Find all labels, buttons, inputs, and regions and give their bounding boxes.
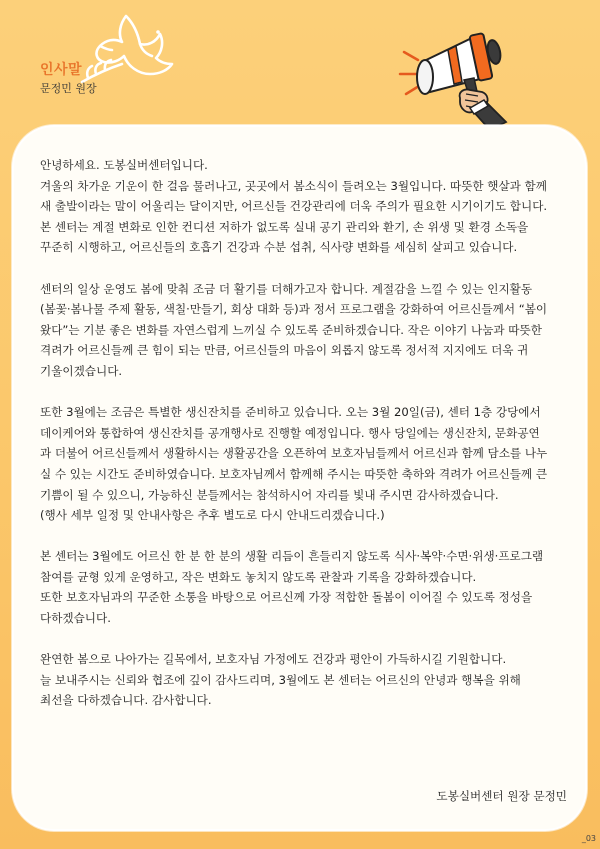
text-line: 참여를 균형 있게 운영하고, 작은 변화도 놓치지 않도록 관찰과 기록을 강화하겠습니다.: [40, 569, 477, 584]
text-line: 또한 보호자님과의 꾸준한 소통을 바탕으로 어르신께 가장 적합한 돌봄이 이어질 수 있도록 정성을: [40, 590, 533, 605]
text-line: 다하겠습니다.: [40, 611, 111, 626]
signature: 도봉실버센터 원장 문정민: [436, 789, 567, 803]
paragraph: [40, 649, 572, 711]
page-title: 인사말: [40, 62, 83, 78]
paragraph: [40, 546, 572, 628]
text-line: 기쁨이 될 수 있으니, 가능하신 분들께서는 참석하시어 자리를 빛내 주시면 감사하겠습니다.: [40, 487, 499, 502]
text-line: 과 더불어 어르신들께서 생활하시는 생활공간을 오픈하여 보호자님들께서 어르신과 함께 담소를 나누: [40, 446, 548, 461]
text-line: 왔다”는 기분 좋은 변화를 자연스럽게 느끼실 수 있도록 준비하겠습니다. 작은 이야기 나눔과 따뜻한: [40, 322, 542, 337]
text-line: 센터의 일상 운영도 봄에 맞춰 조금 더 활기를 더해가고자 합니다. 계절감을 느낄 수 있는 인지활동: [40, 281, 533, 296]
text-line: (봄꽃·봄나물 주제 활동, 색칠·만들기, 회상 대화 등)과 정서 프로그램을 강화하여 어르신들께서 “봄이: [40, 302, 548, 317]
text-line: 실 수 있는 시간도 준비하였습니다. 보호자님께서 함께해 주시는 따뜻한 축하와 격려가 어르신들께 큰: [40, 466, 548, 481]
paragraph: [40, 402, 572, 526]
text-line: 최선을 다하겠습니다. 감사합니다.: [40, 693, 212, 708]
text-line: (행사 세부 일정 및 안내사항은 추후 별도로 다시 안내드리겠습니다.): [40, 508, 385, 523]
text-line: 안녕하세요. 도봉실버센터입니다.: [40, 158, 208, 172]
page-subtitle: 문정민 원장: [40, 82, 97, 95]
text-line: 늘 보내주시는 신뢰와 협조에 깊이 감사드리며, 3월에도 본 센터는 어르신의 안녕과 행복을 위해: [40, 672, 521, 687]
letter-body: [40, 155, 572, 732]
page-number: _03: [581, 834, 596, 843]
text-line: 새 출발이라는 말이 어울리는 달이지만, 어르신들 건강관리에 더욱 주의가 필요한 시기이기도 합니다.: [40, 199, 548, 214]
text-line: 데이케어와 통합하여 생신잔치를 공개행사로 진행할 예정입니다. 행사 당일에는 생신잔치, 문화공연: [40, 425, 540, 440]
text-line: 완연한 봄으로 나아가는 길목에서, 보호자님 가정에도 건강과 평안이 가득하시길 기원합니다.: [40, 652, 507, 667]
text-line: 꾸준히 시행하고, 어르신들의 호흡기 건강과 수분 섭취, 식사량 변화를 세심히 살피고 있습니다.: [40, 240, 518, 255]
text-line: 기울이겠습니다.: [40, 363, 123, 378]
paragraph: [40, 155, 572, 258]
text-line: 겨울의 차가운 기운이 한 걸음 물러나고, 곳곳에서 봄소식이 들려오는 3월입니다. 따뜻한 햇살과 함께: [40, 178, 547, 193]
text-line: 본 센터는 계절 변화로 인한 컨디션 저하가 없도록 실내 공기 관리와 환기, 손 위생 및 환경 소독을: [40, 219, 529, 234]
text-line: 본 센터는 3월에도 어르신 한 분 한 분의 생활 리듬이 흔들리지 않도록 식사·복약·수면·위생·프로그램: [40, 549, 544, 564]
text-line: 격려가 어르신들께 큰 힘이 되는 만큼, 어르신들의 마음이 외롭지 않도록 정서적 지지에도 더욱 귀: [40, 343, 529, 358]
megaphone-icon: [398, 22, 530, 130]
text-line: 또한 3월에는 조금은 특별한 생신잔치를 준비하고 있습니다. 오는 3월 20일(금), 센터 1층 강당에서: [40, 405, 541, 420]
paragraph: [40, 279, 572, 382]
dove-icon: [76, 12, 176, 90]
